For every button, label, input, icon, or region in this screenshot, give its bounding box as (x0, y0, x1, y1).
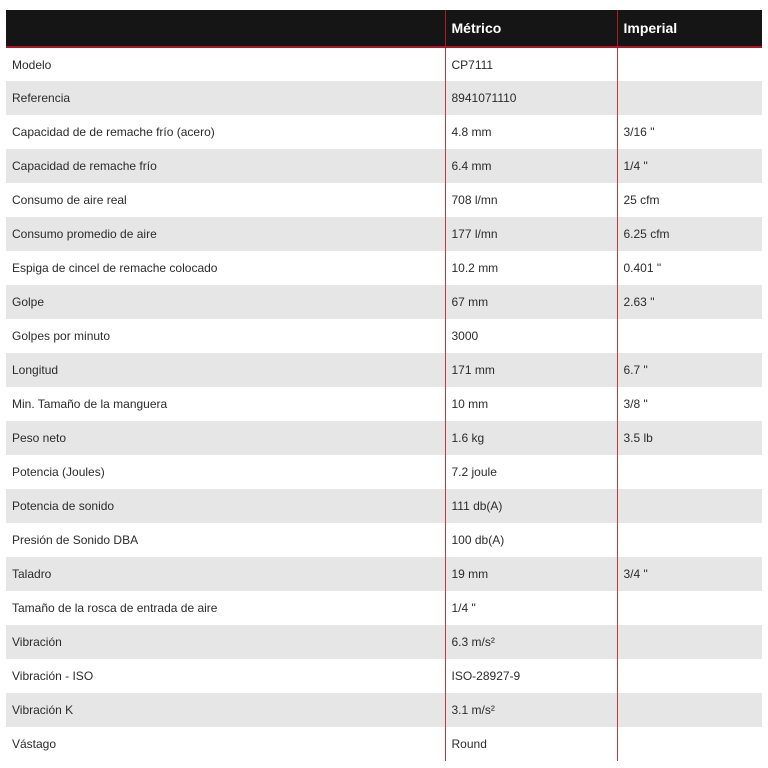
table-row (6, 217, 762, 251)
cell-metric: Round (445, 727, 617, 761)
table-row (6, 625, 762, 659)
cell-imperial: 3/8 " (617, 387, 762, 421)
cell-imperial (617, 693, 762, 727)
header-imperial-cell: Imperial (617, 10, 762, 47)
cell-label: Taladro (6, 557, 445, 591)
cell-imperial: 2.63 " (617, 285, 762, 319)
cell-imperial: 3/16 " (617, 115, 762, 149)
cell-metric: 19 mm (445, 557, 617, 591)
cell-metric: 1.6 kg (445, 421, 617, 455)
table-row (6, 47, 762, 81)
table-row (6, 115, 762, 149)
spec-table-body (6, 47, 762, 761)
table-row (6, 353, 762, 387)
table-row (6, 81, 762, 115)
table-row (6, 693, 762, 727)
table-row (6, 455, 762, 489)
cell-imperial: 3/4 " (617, 557, 762, 591)
cell-imperial (617, 591, 762, 625)
table-row (6, 659, 762, 693)
table-row (6, 591, 762, 625)
cell-label: Consumo de aire real (6, 183, 445, 217)
cell-label: Peso neto (6, 421, 445, 455)
cell-metric: 6.4 mm (445, 149, 617, 183)
table-row (6, 489, 762, 523)
cell-label: Vibración K (6, 693, 445, 727)
cell-metric: 67 mm (445, 285, 617, 319)
cell-metric: 171 mm (445, 353, 617, 387)
cell-imperial (617, 659, 762, 693)
table-row (6, 149, 762, 183)
cell-metric: 4.8 mm (445, 115, 617, 149)
cell-label: Capacidad de de remache frío (acero) (6, 115, 445, 149)
cell-imperial: 1/4 " (617, 149, 762, 183)
table-row (6, 557, 762, 591)
table-row (6, 421, 762, 455)
cell-imperial (617, 455, 762, 489)
cell-label: Potencia de sonido (6, 489, 445, 523)
cell-label: Vibración - ISO (6, 659, 445, 693)
cell-label: Tamaño de la rosca de entrada de aire (6, 591, 445, 625)
table-row (6, 523, 762, 557)
cell-metric: 7.2 joule (445, 455, 617, 489)
cell-imperial (617, 727, 762, 761)
cell-label: Min. Tamaño de la manguera (6, 387, 445, 421)
cell-metric: 3.1 m/s² (445, 693, 617, 727)
cell-metric: 100 db(A) (445, 523, 617, 557)
cell-metric: 10 mm (445, 387, 617, 421)
cell-label: Longitud (6, 353, 445, 387)
table-row (6, 727, 762, 761)
cell-label: Capacidad de remache frío (6, 149, 445, 183)
cell-label: Vástago (6, 727, 445, 761)
spec-table-header (6, 10, 762, 47)
header-metric-cell: Métrico (445, 10, 617, 47)
table-row (6, 251, 762, 285)
cell-label: Potencia (Joules) (6, 455, 445, 489)
cell-imperial (617, 47, 762, 81)
cell-label: Golpe (6, 285, 445, 319)
cell-metric: 111 db(A) (445, 489, 617, 523)
cell-metric: 708 l/mn (445, 183, 617, 217)
cell-imperial (617, 489, 762, 523)
cell-metric: 3000 (445, 319, 617, 353)
table-row (6, 285, 762, 319)
cell-label: Espiga de cincel de remache colocado (6, 251, 445, 285)
cell-imperial: 6.25 cfm (617, 217, 762, 251)
cell-metric: 177 l/mn (445, 217, 617, 251)
cell-imperial (617, 81, 762, 115)
cell-imperial: 3.5 lb (617, 421, 762, 455)
cell-imperial: 25 cfm (617, 183, 762, 217)
cell-label: Golpes por minuto (6, 319, 445, 353)
cell-imperial: 6.7 " (617, 353, 762, 387)
table-row (6, 183, 762, 217)
cell-imperial: 0.401 " (617, 251, 762, 285)
cell-metric: 6.3 m/s² (445, 625, 617, 659)
table-row (6, 319, 762, 353)
cell-metric: CP7111 (445, 47, 617, 81)
cell-metric: ISO-28927-9 (445, 659, 617, 693)
table-row (6, 387, 762, 421)
cell-label: Modelo (6, 47, 445, 81)
header-label-cell (6, 10, 445, 47)
cell-imperial (617, 625, 762, 659)
cell-label: Referencia (6, 81, 445, 115)
cell-label: Vibración (6, 625, 445, 659)
header-row (6, 10, 762, 47)
cell-metric: 10.2 mm (445, 251, 617, 285)
cell-metric: 8941071110 (445, 81, 617, 115)
cell-label: Presión de Sonido DBA (6, 523, 445, 557)
cell-metric: 1/4 " (445, 591, 617, 625)
cell-imperial (617, 319, 762, 353)
cell-label: Consumo promedio de aire (6, 217, 445, 251)
spec-table (6, 10, 762, 761)
cell-imperial (617, 523, 762, 557)
